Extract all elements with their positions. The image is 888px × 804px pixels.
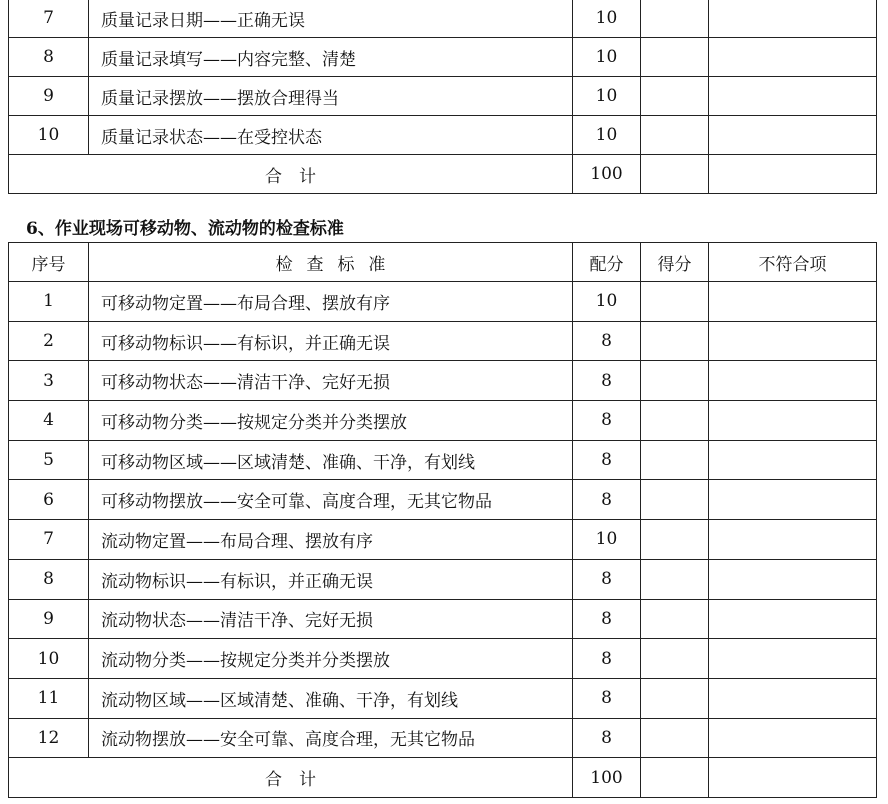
criterion-text: 流动物摆放——安全可靠、高度合理，无其它物品	[89, 718, 573, 758]
movable-items-table	[8, 242, 877, 798]
table-row	[9, 321, 877, 361]
nonconformity-cell[interactable]	[709, 0, 877, 38]
total-label: 合 计	[9, 155, 573, 194]
nonconformity-cell[interactable]	[709, 401, 877, 441]
row-number: 8	[9, 559, 89, 599]
row-number: 5	[9, 440, 89, 480]
table-row	[9, 116, 877, 155]
nonconformity-cell[interactable]	[709, 361, 877, 401]
score-cell[interactable]	[641, 639, 709, 679]
criterion-text: 可移动物分类——按规定分类并分类摆放	[89, 401, 573, 441]
row-number: 10	[9, 639, 89, 679]
score-cell[interactable]	[641, 480, 709, 520]
criterion-text: 可移动物区域——区域清楚、准确、干净，有划线	[89, 440, 573, 480]
criterion-text: 可移动物标识——有标识，并正确无误	[89, 321, 573, 361]
table-row	[9, 520, 877, 560]
max-score: 8	[573, 361, 641, 401]
row-number: 12	[9, 718, 89, 758]
header-score: 配分	[573, 243, 641, 282]
score-cell[interactable]	[641, 718, 709, 758]
criterion-text: 流动物区域——区域清楚、准确、干净，有划线	[89, 678, 573, 718]
table-row	[9, 38, 877, 77]
max-score: 10	[573, 520, 641, 560]
total-label: 合 计	[9, 758, 573, 798]
max-score: 10	[573, 282, 641, 322]
max-score: 8	[573, 599, 641, 639]
max-score: 8	[573, 440, 641, 480]
score-cell[interactable]	[641, 0, 709, 38]
max-score: 8	[573, 559, 641, 599]
row-number: 8	[9, 38, 89, 77]
header-number: 序号	[9, 243, 89, 282]
total-row	[9, 155, 877, 194]
max-score: 8	[573, 639, 641, 679]
row-number: 10	[9, 116, 89, 155]
nonconformity-cell[interactable]	[709, 480, 877, 520]
nonconformity-cell[interactable]	[709, 321, 877, 361]
score-cell[interactable]	[641, 520, 709, 560]
table-row	[9, 440, 877, 480]
max-score: 10	[573, 116, 641, 155]
total-nonconformity-cell[interactable]	[709, 155, 877, 194]
table-row	[9, 0, 877, 38]
criterion-text: 流动物定置——布局合理、摆放有序	[89, 520, 573, 560]
score-cell[interactable]	[641, 401, 709, 441]
score-cell[interactable]	[641, 599, 709, 639]
nonconformity-cell[interactable]	[709, 440, 877, 480]
table-row	[9, 599, 877, 639]
table-row	[9, 77, 877, 116]
total-row	[9, 758, 877, 798]
score-cell[interactable]	[641, 321, 709, 361]
section-heading: 6、作业现场可移动物、流动物的检查标准	[26, 219, 344, 239]
nonconformity-cell[interactable]	[709, 77, 877, 116]
nonconformity-cell[interactable]	[709, 282, 877, 322]
table-row	[9, 718, 877, 758]
total-score-cell[interactable]	[641, 758, 709, 798]
max-score: 8	[573, 321, 641, 361]
max-score: 8	[573, 401, 641, 441]
table-row	[9, 401, 877, 441]
criterion-text: 质量记录状态——在受控状态	[89, 116, 573, 155]
max-score: 10	[573, 38, 641, 77]
score-cell[interactable]	[641, 38, 709, 77]
table-row	[9, 559, 877, 599]
nonconformity-cell[interactable]	[709, 599, 877, 639]
max-score: 10	[573, 0, 641, 38]
row-number: 6	[9, 480, 89, 520]
score-cell[interactable]	[641, 116, 709, 155]
header-standard: 检 查 标 准	[89, 243, 573, 282]
criterion-text: 可移动物摆放——安全可靠、高度合理，无其它物品	[89, 480, 573, 520]
nonconformity-cell[interactable]	[709, 116, 877, 155]
nonconformity-cell[interactable]	[709, 639, 877, 679]
table-row	[9, 282, 877, 322]
row-number: 7	[9, 520, 89, 560]
criterion-text: 质量记录填写——内容完整、清楚	[89, 38, 573, 77]
total-score: 100	[573, 758, 641, 798]
row-number: 7	[9, 0, 89, 38]
score-cell[interactable]	[641, 559, 709, 599]
score-cell[interactable]	[641, 678, 709, 718]
score-cell[interactable]	[641, 282, 709, 322]
criterion-text: 可移动物状态——清洁干净、完好无损	[89, 361, 573, 401]
table-row	[9, 361, 877, 401]
table-row	[9, 678, 877, 718]
row-number: 9	[9, 599, 89, 639]
row-number: 9	[9, 77, 89, 116]
score-cell[interactable]	[641, 361, 709, 401]
score-cell[interactable]	[641, 440, 709, 480]
row-number: 1	[9, 282, 89, 322]
row-number: 4	[9, 401, 89, 441]
criterion-text: 流动物状态——清洁干净、完好无损	[89, 599, 573, 639]
nonconformity-cell[interactable]	[709, 559, 877, 599]
max-score: 8	[573, 718, 641, 758]
row-number: 3	[9, 361, 89, 401]
nonconformity-cell[interactable]	[709, 520, 877, 560]
nonconformity-cell[interactable]	[709, 38, 877, 77]
criterion-text: 流动物标识——有标识，并正确无误	[89, 559, 573, 599]
quality-record-table	[8, 0, 877, 194]
max-score: 10	[573, 77, 641, 116]
header-nonconform: 不符合项	[709, 243, 877, 282]
table-row	[9, 480, 877, 520]
criterion-text: 质量记录日期——正确无误	[89, 0, 573, 38]
table-header-row	[9, 243, 877, 282]
nonconformity-cell[interactable]	[709, 718, 877, 758]
total-score-cell[interactable]	[641, 155, 709, 194]
table-row	[9, 639, 877, 679]
total-nonconformity-cell[interactable]	[709, 758, 877, 798]
criterion-text: 质量记录摆放——摆放合理得当	[89, 77, 573, 116]
max-score: 8	[573, 678, 641, 718]
nonconformity-cell[interactable]	[709, 678, 877, 718]
header-got: 得分	[641, 243, 709, 282]
score-cell[interactable]	[641, 77, 709, 116]
criterion-text: 可移动物定置——布局合理、摆放有序	[89, 282, 573, 322]
row-number: 2	[9, 321, 89, 361]
row-number: 11	[9, 678, 89, 718]
max-score: 8	[573, 480, 641, 520]
criterion-text: 流动物分类——按规定分类并分类摆放	[89, 639, 573, 679]
total-score: 100	[573, 155, 641, 194]
